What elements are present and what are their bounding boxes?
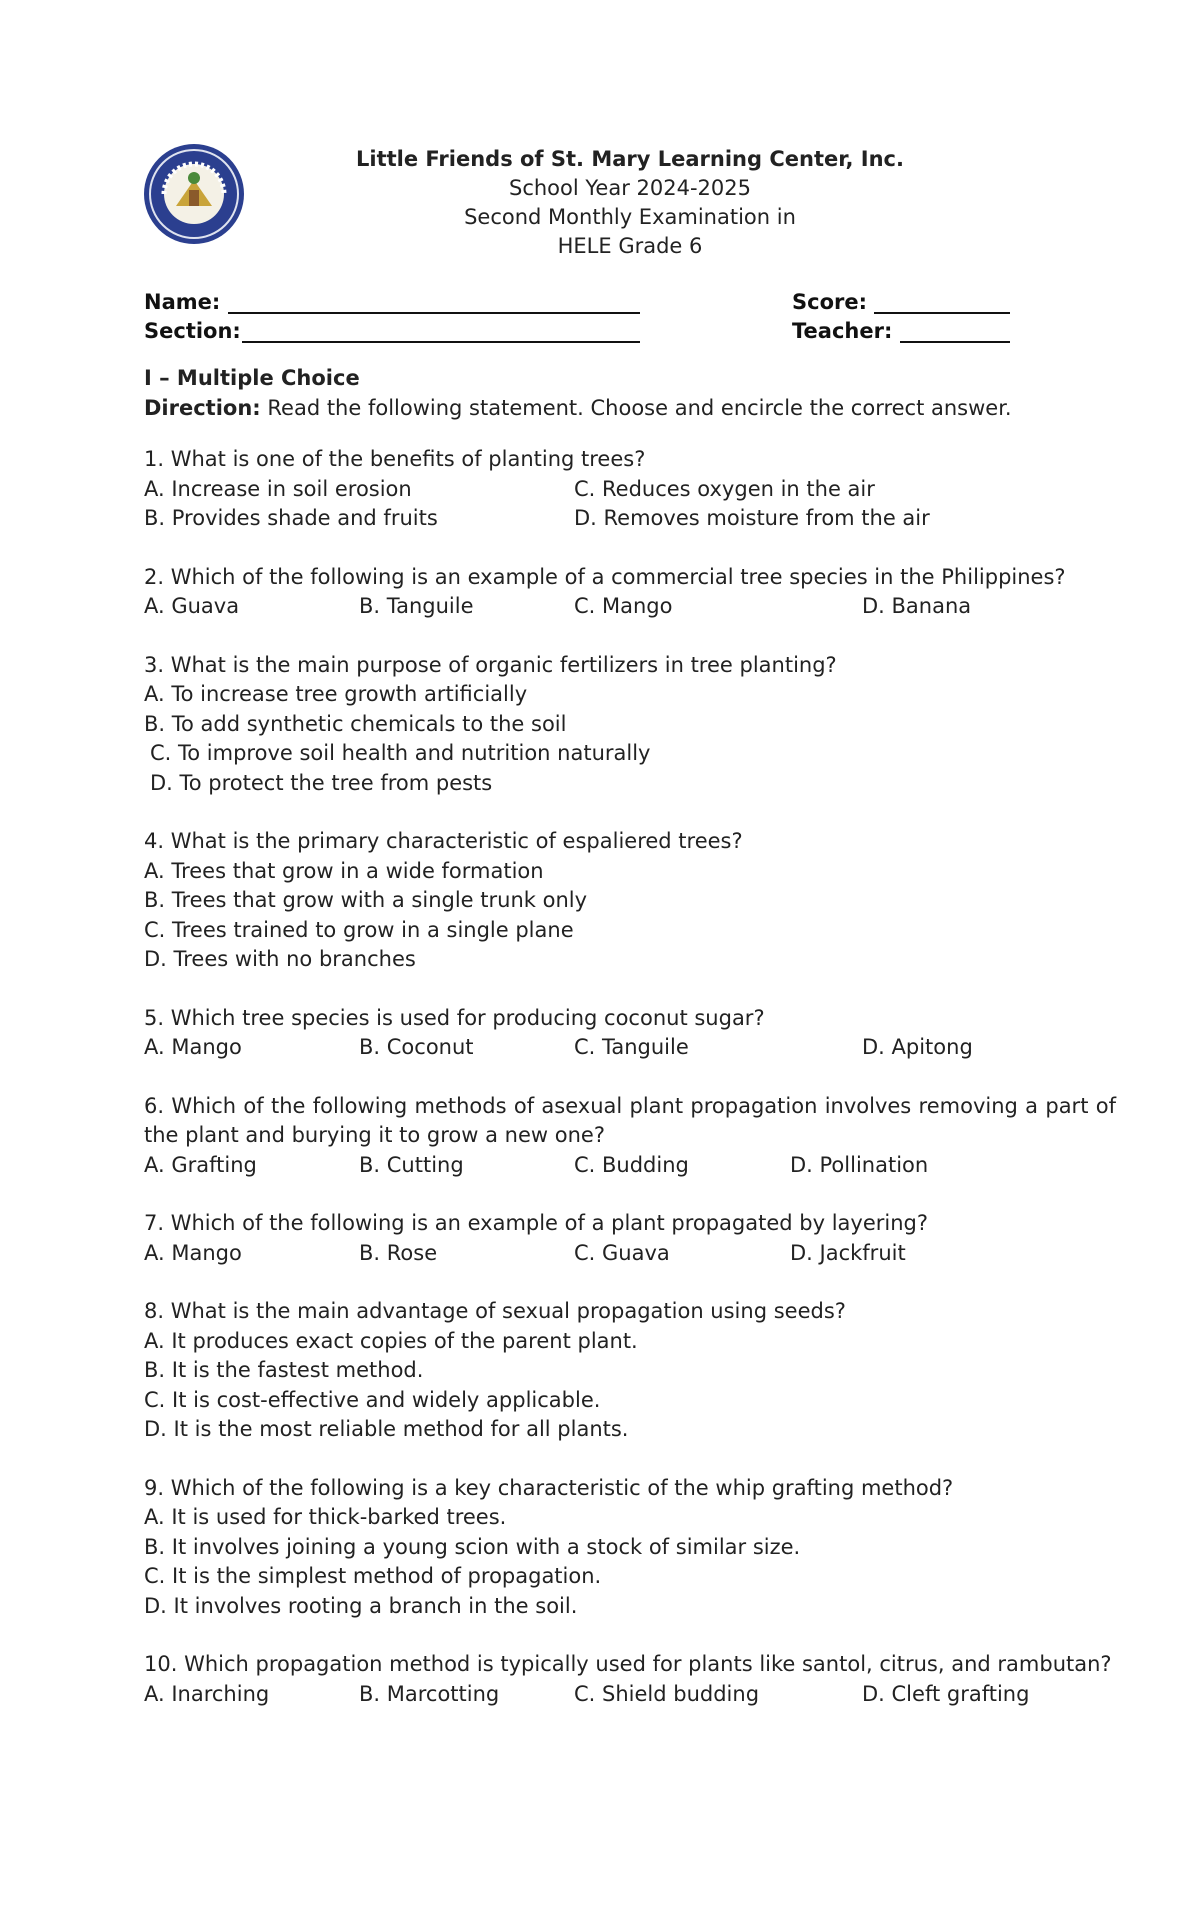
score-blank[interactable]	[874, 290, 1010, 314]
question-text: 3. What is the main purpose of organic fertilizers in tree planting?	[144, 652, 837, 677]
option[interactable]: A. Guava	[144, 594, 240, 618]
option[interactable]: C. Mango	[574, 594, 673, 618]
direction-label: Direction:	[144, 395, 261, 420]
option[interactable]: B. Tanguile	[359, 594, 474, 618]
option[interactable]: A. Inarching	[144, 1681, 270, 1706]
option[interactable]: C. Tanguile	[574, 1035, 689, 1059]
option[interactable]: A. To increase tree growth artificially	[144, 682, 528, 706]
option[interactable]: B. Rose	[359, 1240, 438, 1265]
option[interactable]: D. It is the most reliable method for all plants.	[144, 1417, 629, 1441]
option[interactable]: B. To add synthetic chemicals to the soil	[144, 711, 567, 736]
question-text: 9. Which of the following is a key characteristic of the whip grafting method?	[144, 1475, 954, 1500]
exam-title: Second Monthly Examination in	[464, 205, 796, 229]
option[interactable]: D. To protect the tree from pests	[150, 770, 493, 795]
question-text: 7. Which of the following is an example of a plant propagated by layering?	[144, 1211, 929, 1235]
question-text: 6. Which of the following methods of asexual plant propagation involves removing a part of the plant and burying it to grow a new one?	[144, 1093, 1116, 1147]
option[interactable]: D. Banana	[862, 594, 972, 618]
question-10	[144, 1650, 1116, 1709]
question-1	[144, 445, 1116, 534]
options-row	[144, 1239, 1116, 1269]
question-5	[144, 1004, 1116, 1063]
option[interactable]: C. Trees trained to grow in a single plane	[144, 917, 574, 942]
document-header	[300, 145, 960, 261]
option[interactable]: C. Shield budding	[574, 1681, 760, 1706]
option[interactable]: B. Trees that grow with a single trunk only	[144, 888, 588, 912]
option[interactable]: D. Jackfruit	[790, 1240, 906, 1265]
option[interactable]: A. Grafting	[144, 1152, 257, 1177]
option[interactable]: A. It produces exact copies of the parent plant.	[144, 1328, 638, 1353]
section-blank[interactable]	[242, 319, 640, 343]
option[interactable]: B. Cutting	[359, 1152, 464, 1177]
direction-text: Read the following statement. Choose and encircle the correct answer.	[260, 395, 1012, 420]
options-row	[144, 475, 1116, 505]
school-seal-logo	[142, 142, 246, 246]
question-text: 5. Which tree species is used for producing coconut sugar?	[144, 1005, 765, 1030]
option[interactable]: B. It is the fastest method.	[144, 1358, 424, 1382]
student-info-fields	[144, 290, 1044, 348]
direction	[144, 394, 1116, 424]
option[interactable]: B. It involves joining a young scion with a stock of similar size.	[144, 1534, 801, 1559]
option[interactable]: B. Coconut	[359, 1035, 474, 1059]
option[interactable]: D. Removes moisture from the air	[574, 506, 930, 530]
question-4	[144, 827, 1116, 975]
exam-subject: HELE Grade 6	[557, 234, 703, 258]
option[interactable]: B. Marcotting	[359, 1681, 500, 1706]
option[interactable]: B. Provides shade and fruits	[144, 506, 438, 530]
section-label: Section:	[144, 319, 241, 343]
school-name: Little Friends of St. Mary Learning Center, Inc.	[356, 147, 904, 171]
question-text: 1. What is one of the benefits of planting trees?	[144, 447, 646, 471]
question-text: 10. Which propagation method is typically used for plants like santol, citrus, and rambutan?	[144, 1652, 1112, 1676]
question-2	[144, 563, 1116, 622]
option[interactable]: A. It is used for thick-barked trees.	[144, 1505, 507, 1529]
name-blank[interactable]	[228, 290, 640, 314]
teacher-label: Teacher:	[792, 319, 893, 343]
question-text: 4. What is the primary characteristic of espaliered trees?	[144, 829, 743, 853]
field-row-section-teacher	[144, 319, 1044, 348]
name-label: Name:	[144, 290, 221, 314]
question-3	[144, 651, 1116, 799]
option[interactable]: D. It involves rooting a branch in the soil.	[144, 1593, 578, 1618]
option[interactable]: D. Cleft grafting	[862, 1681, 1030, 1706]
question-6	[144, 1092, 1116, 1181]
question-7	[144, 1209, 1116, 1268]
option[interactable]: A. Mango	[144, 1035, 242, 1059]
option[interactable]: C. Budding	[574, 1152, 689, 1177]
exam-content	[144, 364, 1116, 1709]
options-row	[144, 592, 1116, 622]
option[interactable]: A. Trees that grow in a wide formation	[144, 858, 544, 883]
option[interactable]: C. Reduces oxygen in the air	[574, 476, 875, 501]
section-title: I – Multiple Choice	[144, 366, 360, 390]
options-row	[144, 1033, 1116, 1063]
options-row	[144, 504, 1116, 534]
school-year: School Year 2024-2025	[509, 176, 751, 200]
option[interactable]: C. It is cost-effective and widely applicable.	[144, 1387, 601, 1412]
question-text: 8. What is the main advantage of sexual propagation using seeds?	[144, 1299, 846, 1323]
question-8	[144, 1297, 1116, 1445]
option[interactable]: A. Mango	[144, 1240, 242, 1265]
question-9	[144, 1474, 1116, 1622]
score-label: Score:	[792, 290, 867, 314]
option[interactable]: C. To improve soil health and nutrition naturally	[150, 741, 651, 765]
option[interactable]: C. Guava	[574, 1240, 670, 1265]
field-row-name-score	[144, 290, 1044, 319]
option[interactable]: D. Trees with no branches	[144, 947, 416, 971]
teacher-blank[interactable]	[900, 319, 1010, 343]
option[interactable]: A. Increase in soil erosion	[144, 476, 412, 501]
option[interactable]: D. Pollination	[790, 1152, 929, 1177]
question-text: 2. Which of the following is an example of a commercial tree species in the Philippines?	[144, 564, 1066, 589]
option[interactable]: D. Apitong	[862, 1035, 973, 1059]
options-row	[144, 1680, 1116, 1710]
options-row	[144, 1151, 1116, 1181]
option[interactable]: C. It is the simplest method of propagation.	[144, 1564, 602, 1588]
